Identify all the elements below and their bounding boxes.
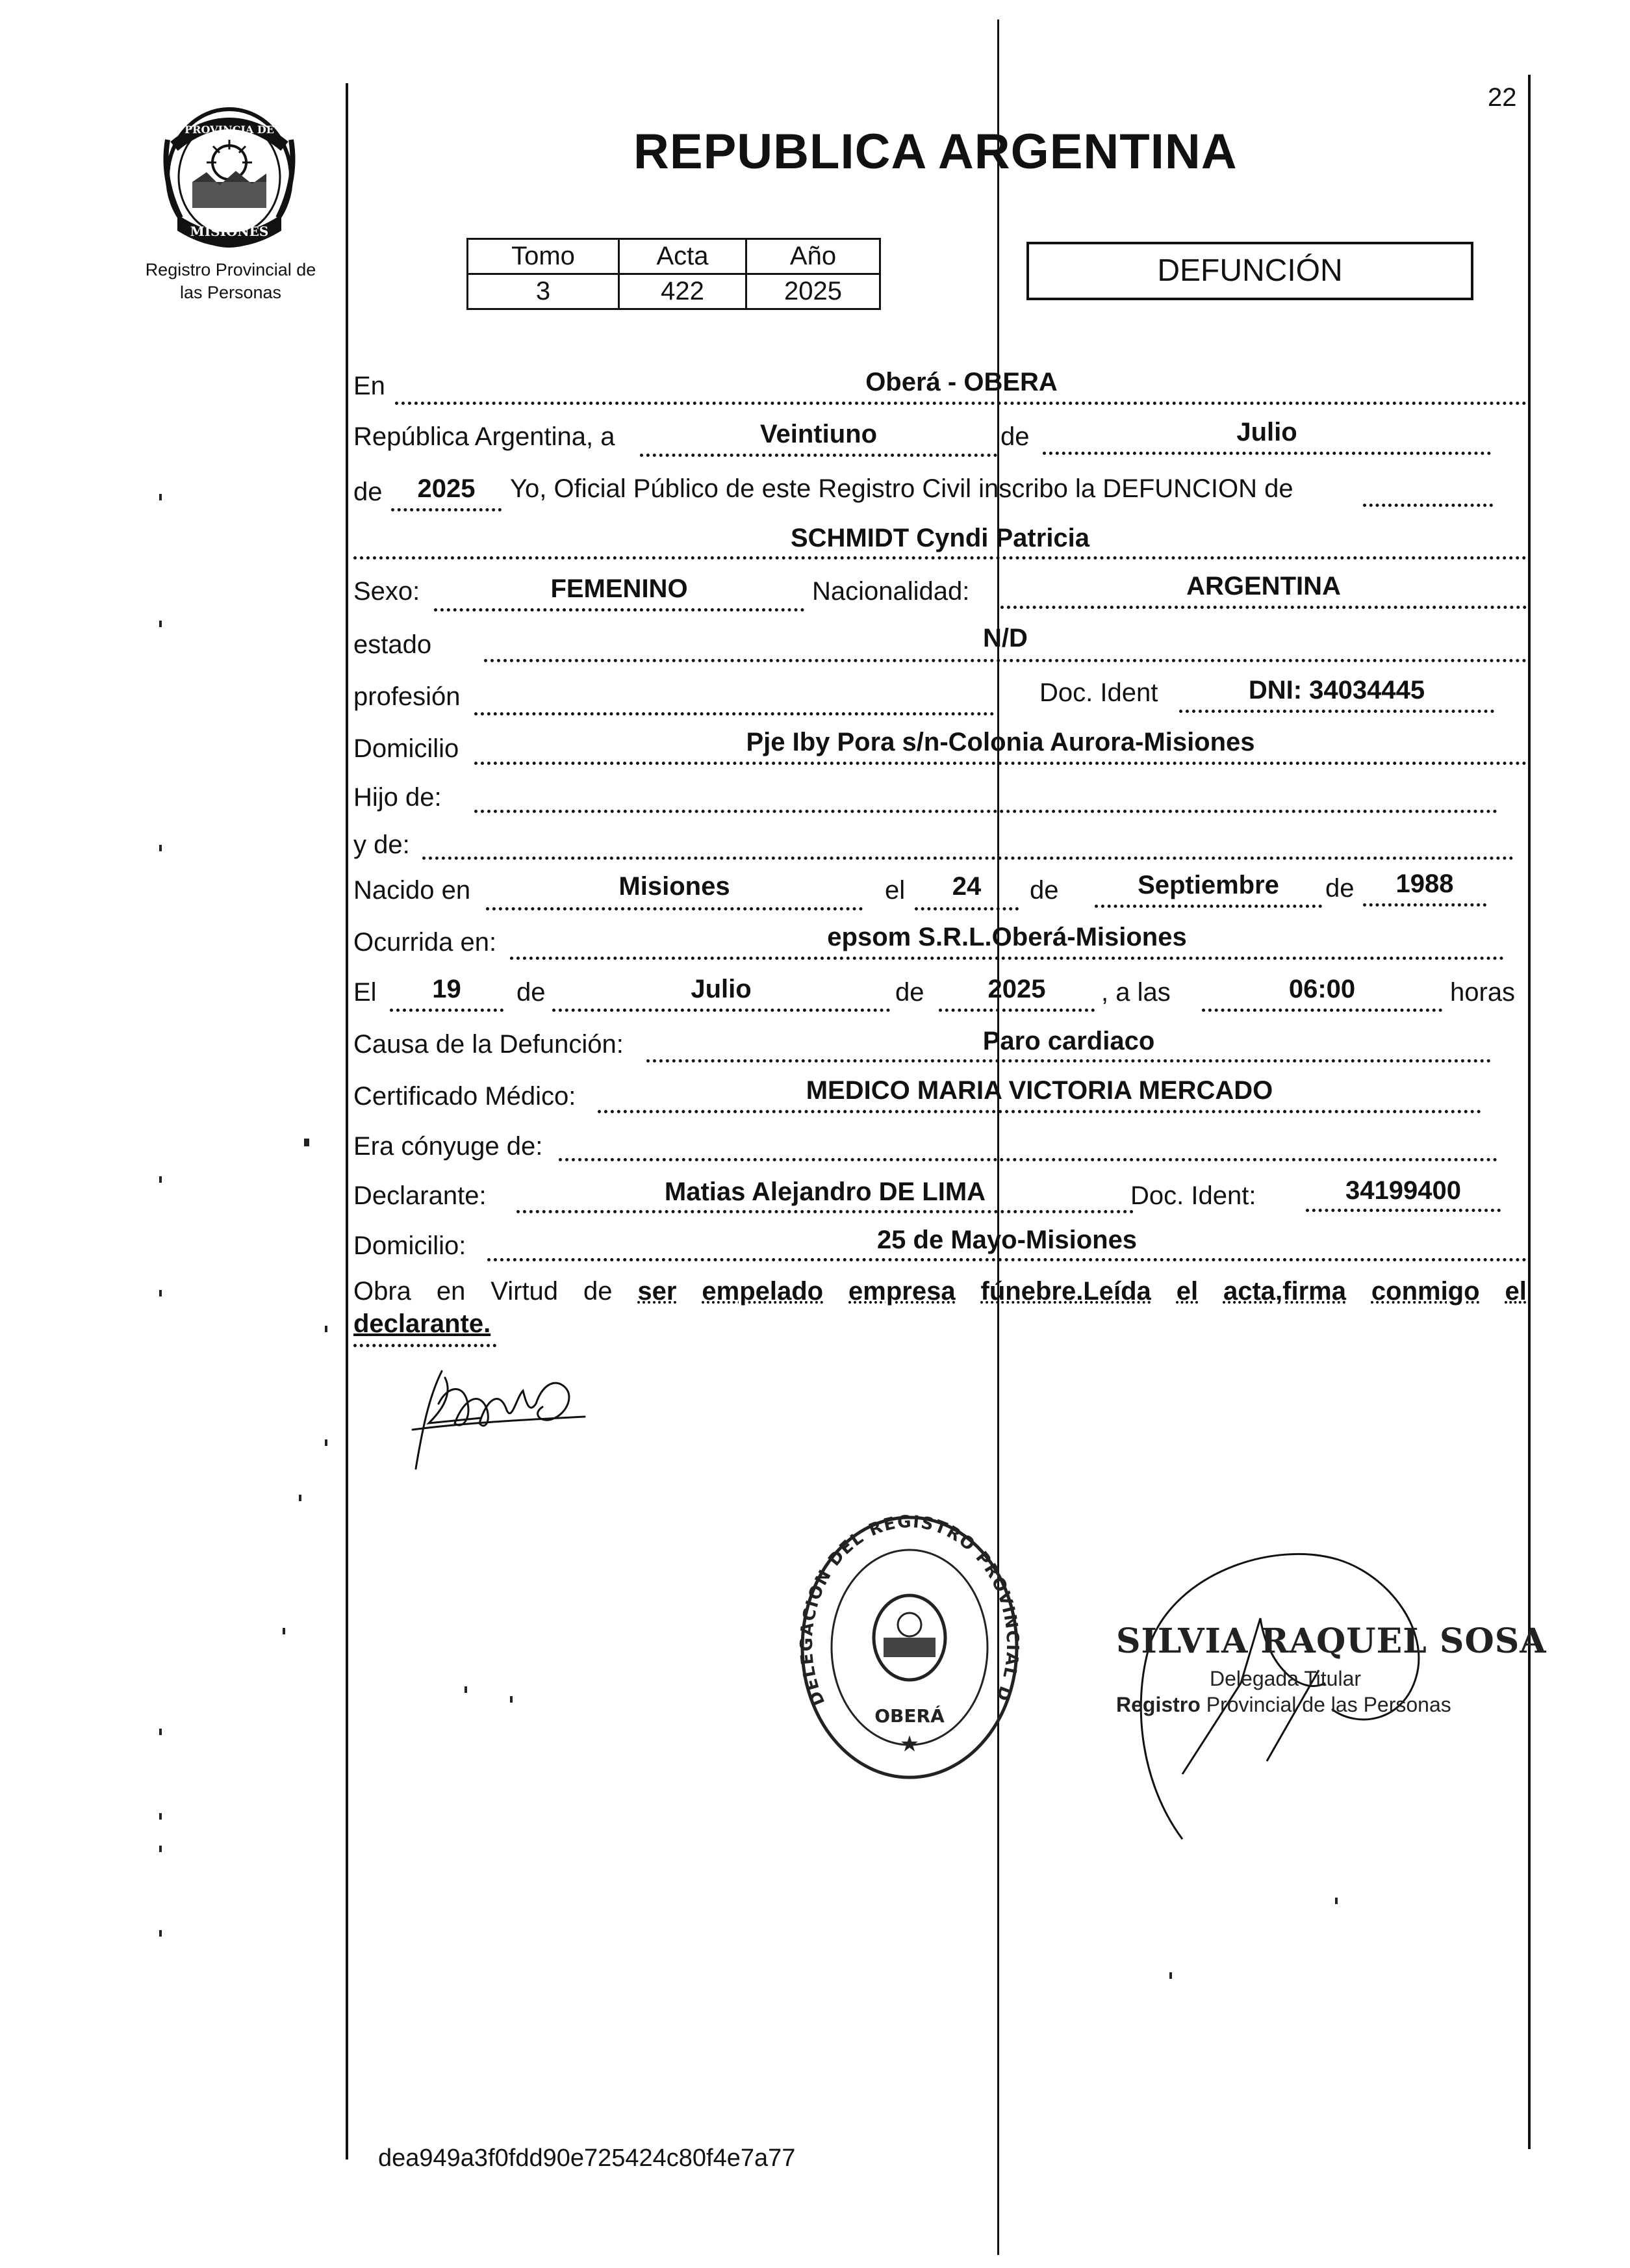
register-table-header-row bbox=[468, 239, 880, 274]
de-label-5: de bbox=[516, 978, 546, 1007]
obra-dotted-line bbox=[353, 1344, 496, 1347]
scan-speck bbox=[159, 1729, 162, 1735]
place-dotted-line bbox=[395, 402, 1527, 405]
republica-label: República Argentina, a bbox=[353, 422, 615, 451]
y-de-label: y de: bbox=[353, 831, 410, 859]
declarant-address-value: 25 de Mayo-Misiones bbox=[876, 1226, 1138, 1254]
death-time-value: 06:00 bbox=[1288, 975, 1356, 1003]
death-place-dotted-line bbox=[510, 957, 1504, 960]
nationality-dotted-line bbox=[1000, 606, 1527, 609]
tomo-value: 3 bbox=[468, 274, 619, 309]
obra-word-2: en bbox=[436, 1277, 466, 1306]
provincial-seal-logo bbox=[155, 101, 304, 250]
death-time-dotted-line bbox=[1202, 1009, 1442, 1012]
scan-speck bbox=[1335, 1898, 1338, 1904]
hijo-de-label: Hijo de: bbox=[353, 783, 442, 812]
scan-speck bbox=[159, 494, 162, 500]
right-margin-line bbox=[1528, 75, 1531, 2149]
birth-year-value: 1988 bbox=[1395, 870, 1454, 898]
year-dotted-line bbox=[391, 508, 502, 511]
declarant-signature bbox=[403, 1358, 591, 1475]
acta-value: 422 bbox=[619, 274, 746, 309]
death-month-value: Julio bbox=[691, 975, 752, 1003]
yo-oficial-text: Yo, Oficial Público de este Registro Civil inscribo la DEFUNCION de bbox=[510, 474, 1293, 503]
cause-value: Paro cardiaco bbox=[982, 1027, 1155, 1055]
death-year-value: 2025 bbox=[987, 975, 1046, 1003]
obra-word-12: el bbox=[1505, 1277, 1527, 1306]
deceased-name-dotted-line bbox=[353, 556, 1527, 560]
de-label-1: de bbox=[1000, 422, 1030, 451]
scan-speck bbox=[159, 845, 162, 851]
scan-speck bbox=[510, 1696, 513, 1703]
registry-stamp bbox=[784, 1493, 1026, 1794]
horas-label: horas bbox=[1450, 978, 1516, 1007]
obra-word-9: el bbox=[1176, 1277, 1199, 1306]
declarant-value: Matias Alejandro DE LIMA bbox=[664, 1178, 986, 1206]
scan-speck bbox=[1169, 1972, 1172, 1979]
death-year-dotted-line bbox=[939, 1009, 1095, 1012]
register-table bbox=[466, 238, 881, 310]
nacido-en-label: Nacido en bbox=[353, 876, 471, 905]
obra-word-5: ser bbox=[637, 1277, 677, 1306]
left-margin-line bbox=[346, 83, 348, 2159]
obra-word-7: empresa bbox=[848, 1277, 956, 1306]
day-words-value: Veintiuno bbox=[760, 420, 877, 448]
certifying-doctor-value: MEDICO MARIA VICTORIA MERCADO bbox=[806, 1076, 1273, 1105]
address-dotted-line bbox=[474, 762, 1527, 765]
sex-dotted-line bbox=[434, 608, 804, 612]
obra-word-6: empelado bbox=[702, 1277, 824, 1306]
officer-office-bold: Registro bbox=[1116, 1693, 1201, 1716]
seal-top-text: PROVINCIA DE bbox=[185, 123, 274, 136]
obra-word-3: Virtud bbox=[490, 1277, 559, 1306]
doc-ident-colon-label: Doc. Ident: bbox=[1130, 1181, 1256, 1210]
officer-office bbox=[1116, 1693, 1451, 1717]
domicilio-label: Domicilio bbox=[353, 734, 459, 763]
scan-speck bbox=[299, 1495, 301, 1501]
scan-speck bbox=[283, 1628, 285, 1634]
el-label: el bbox=[885, 876, 906, 905]
death-day-dotted-line bbox=[390, 1009, 503, 1012]
mother-dotted-line bbox=[422, 857, 1514, 860]
stamp-city-text: OBERÁ bbox=[874, 1705, 945, 1727]
scan-speck bbox=[159, 1290, 162, 1296]
declarant-doc-value: 34199400 bbox=[1345, 1176, 1461, 1205]
tomo-header: Tomo bbox=[468, 239, 619, 274]
scan-speck bbox=[465, 1686, 467, 1693]
document-dotted-line bbox=[1179, 710, 1494, 713]
obra-word-10: acta,firma bbox=[1223, 1277, 1346, 1306]
de-label-4: de bbox=[1325, 874, 1355, 903]
estado-label: estado bbox=[353, 630, 432, 659]
scan-speck bbox=[325, 1326, 327, 1332]
stamp-ring-text: DELEGACION DEL REGISTRO PROVINCIAL DE LAS PERSONAS bbox=[784, 1493, 1023, 1708]
document-value: DNI: 34034445 bbox=[1248, 676, 1425, 704]
causa-label: Causa de la Defunción: bbox=[353, 1030, 624, 1059]
scan-speck bbox=[159, 1176, 162, 1183]
scan-speck bbox=[159, 621, 162, 627]
registry-name-line2: las Personas bbox=[179, 283, 282, 302]
birth-day-dotted-line bbox=[915, 907, 1019, 910]
anio-value: 2025 bbox=[746, 274, 880, 309]
obra-word-1: Obra bbox=[353, 1277, 411, 1306]
deceased-name-value: SCHMIDT Cyndi Patricia bbox=[790, 524, 1090, 552]
stamp-star-icon: ★ bbox=[899, 1732, 920, 1757]
de-label-6: de bbox=[895, 978, 924, 1007]
page-number: 22 bbox=[1488, 83, 1517, 112]
ocurrida-en-label: Ocurrida en: bbox=[353, 928, 497, 957]
sex-value: FEMENINO bbox=[550, 574, 688, 603]
officer-name: SILVIA RAQUEL SOSA bbox=[1116, 1621, 1547, 1661]
day-dotted-line bbox=[640, 454, 997, 457]
acta-header: Acta bbox=[619, 239, 746, 274]
birth-month-dotted-line bbox=[1095, 905, 1322, 908]
de-label-2: de bbox=[353, 478, 383, 506]
obra-word-11: conmigo bbox=[1371, 1277, 1480, 1306]
doc-ident-label: Doc. Ident bbox=[1039, 678, 1158, 707]
month-dotted-line bbox=[1043, 452, 1491, 455]
profession-dotted-line bbox=[474, 712, 994, 715]
declarant-address-dotted-line bbox=[487, 1258, 1527, 1261]
officer-office-rest: Provincial de las Personas bbox=[1206, 1693, 1451, 1716]
death-place-value: epsom S.R.L.Oberá-Misiones bbox=[827, 923, 1187, 951]
certifying-doctor-dotted-line bbox=[598, 1110, 1481, 1113]
declarant-doc-dotted-line bbox=[1306, 1209, 1501, 1212]
certificado-label: Certificado Médico: bbox=[353, 1082, 576, 1111]
document-title: REPUBLICA ARGENTINA bbox=[633, 124, 1238, 179]
el-cap-label: El bbox=[353, 978, 377, 1007]
scan-speck bbox=[159, 1813, 162, 1820]
nacionalidad-label: Nacionalidad: bbox=[812, 577, 970, 606]
birth-day-value: 24 bbox=[952, 872, 982, 901]
obra-word-8: fúnebre.Leída bbox=[980, 1277, 1151, 1306]
officer-role: Delegada Titular bbox=[1210, 1667, 1362, 1690]
en-label: En bbox=[353, 372, 385, 400]
obra-word-4: de bbox=[583, 1277, 613, 1306]
profesion-label: profesión bbox=[353, 682, 461, 711]
year-value: 2025 bbox=[417, 474, 476, 503]
spouse-dotted-line bbox=[559, 1158, 1497, 1161]
civil-status-value: N/D bbox=[983, 624, 1028, 652]
death-month-dotted-line bbox=[552, 1009, 890, 1012]
conyuge-label: Era cónyuge de: bbox=[353, 1132, 543, 1161]
de-label-3: de bbox=[1030, 876, 1059, 905]
month-value: Julio bbox=[1236, 418, 1297, 446]
birth-month-value: Septiembre bbox=[1138, 871, 1279, 899]
certificate-type-box: DEFUNCIÓN bbox=[1026, 242, 1473, 300]
scan-speck bbox=[159, 1930, 162, 1937]
svg-text:DELEGACION DEL REGISTRO PROVIN bbox=[785, 1493, 1022, 1708]
registry-name bbox=[97, 259, 364, 304]
death-day-value: 19 bbox=[432, 975, 461, 1003]
birth-year-dotted-line bbox=[1363, 903, 1486, 907]
civil-status-dotted-line bbox=[484, 659, 1527, 662]
declarant-dotted-line bbox=[516, 1210, 1134, 1213]
place-value: Oberá - OBERA bbox=[865, 368, 1058, 396]
nationality-value: ARGENTINA bbox=[1186, 572, 1341, 600]
scan-speck bbox=[325, 1439, 327, 1446]
obra-en-virtud-line bbox=[353, 1277, 1527, 1306]
domicilio-colon-label: Domicilio: bbox=[353, 1231, 466, 1260]
birth-place-value: Misiones bbox=[618, 872, 730, 901]
cause-dotted-line bbox=[646, 1059, 1491, 1063]
father-dotted-line bbox=[474, 810, 1497, 813]
seal-bottom-text: MISIONES bbox=[190, 224, 269, 239]
birth-place-dotted-line bbox=[486, 907, 863, 910]
sexo-label: Sexo: bbox=[353, 577, 420, 606]
declarante-label: Declarante: bbox=[353, 1181, 487, 1210]
register-table-value-row bbox=[468, 274, 880, 309]
yo-oficial-dotted-line bbox=[1363, 504, 1493, 507]
anio-header: Año bbox=[746, 239, 880, 274]
document-hash: dea949a3f0fdd90e725424c80f4e7a77 bbox=[378, 2145, 796, 2172]
address-value: Pje Iby Pora s/n-Colonia Aurora-Misiones bbox=[746, 728, 1255, 756]
obra-second-line: declarante. bbox=[353, 1309, 491, 1338]
scan-speck bbox=[304, 1139, 309, 1146]
registry-name-line1: Registro Provincial de bbox=[145, 260, 316, 279]
a-las-label: , a las bbox=[1101, 978, 1171, 1007]
fold-line bbox=[997, 19, 999, 2255]
scan-speck bbox=[159, 1846, 162, 1852]
